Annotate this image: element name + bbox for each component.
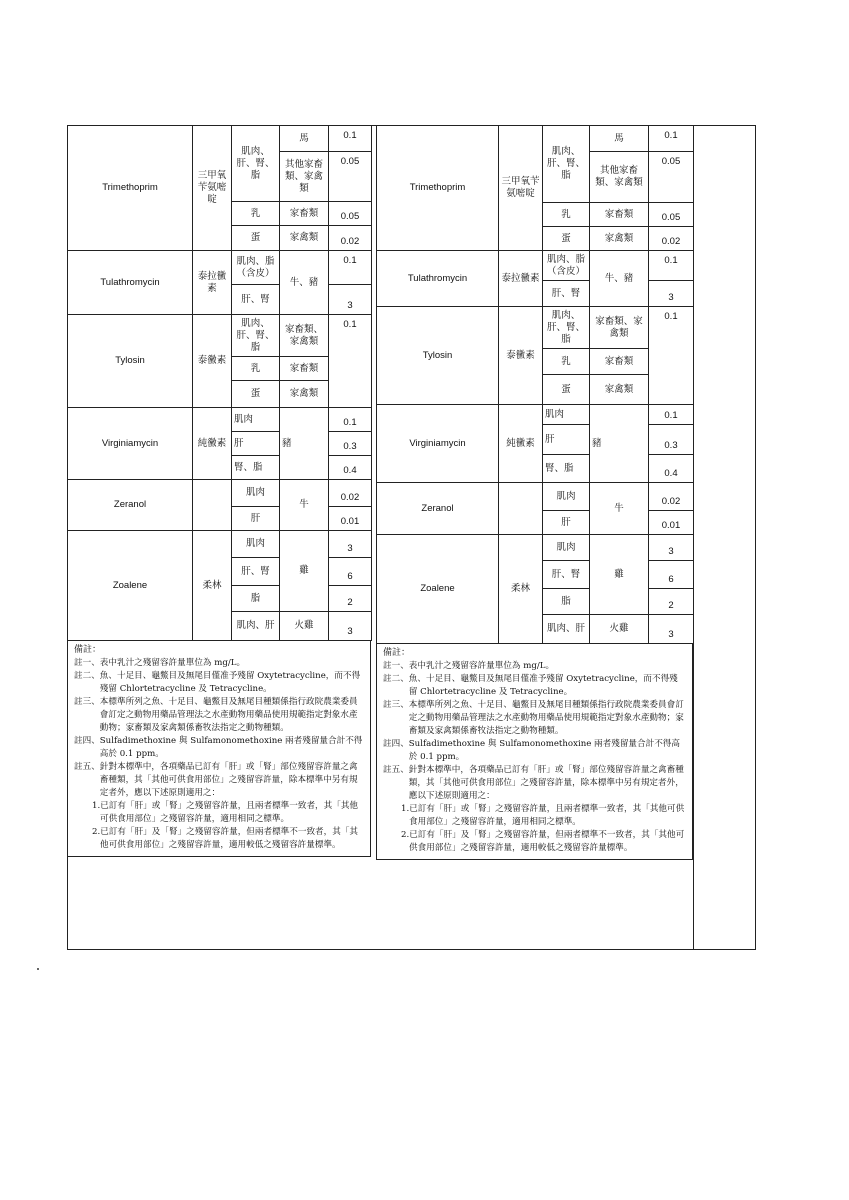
note-label: 註四、 — [383, 739, 409, 749]
tissue-cell: 肌肉、肝 — [232, 612, 280, 641]
drug-name-cn: 純黴素 — [499, 405, 543, 483]
drug-name: Virginiamycin — [377, 405, 499, 483]
tissue-cell: 肝 — [232, 432, 280, 456]
left-panel — [67, 125, 371, 857]
tissue-cell: 肌肉、肝、腎、脂 — [232, 315, 280, 357]
note-text: 針對本標準中，各項藥品已訂有「肝」或「腎」部位殘留容許量之禽畜種類，其「其他可供食用部位」之殘留容許量，除本標準中另有規定者外，應以下述原則適用之： — [408, 765, 684, 801]
species-cell: 家畜類、家禽類 — [280, 315, 329, 357]
tissue-cell: 肌肉 — [543, 405, 590, 425]
note-item — [74, 657, 364, 670]
drug-name: Zoalene — [68, 531, 193, 641]
right-panel — [376, 125, 693, 860]
note-item — [383, 764, 686, 803]
tissue-cell: 肝、腎 — [543, 561, 590, 589]
value-cell: 3 — [649, 535, 694, 561]
notes-section-right — [376, 644, 693, 860]
value-cell: 2 — [329, 586, 372, 612]
note-label: 註二、 — [74, 671, 100, 681]
note-label: 註三、 — [74, 697, 100, 707]
species-cell: 牛、豬 — [280, 251, 329, 315]
species-cell: 馬 — [280, 126, 329, 152]
value-cell: 0.1 — [649, 126, 694, 152]
species-cell: 家畜類 — [590, 203, 649, 227]
species-cell: 豬 — [590, 405, 649, 483]
drug-name: Tylosin — [377, 307, 499, 405]
value-cell: 0.05 — [649, 152, 694, 203]
tissue-cell: 脂 — [232, 586, 280, 612]
note-text: 魚、十足目、龜鱉目及無尾目僅准予殘留 Oxytetracycline，而不得殘留 Chlortetracycline 及 Tetracycline。 — [408, 674, 678, 697]
drug-name: Tulathromycin — [68, 251, 193, 315]
species-cell: 牛 — [590, 483, 649, 535]
tissue-cell: 肝 — [543, 425, 590, 455]
value-cell: 0.02 — [649, 483, 694, 511]
note-label: 註一、 — [383, 661, 409, 671]
note-text: 本標準所列之魚、十足目、龜鱉目及無尾目種類係指行政院農業委員會訂定之動物用藥品管理法之水產動物用藥品使用規範指定對象水產動物；家畜類及家禽類係畜牧法指定之動物種類。 — [408, 700, 684, 736]
note-subitem: 2.已訂有「肝」及「腎」之殘留容許量，但兩者標準不一致者，其「其他可供食用部位」之殘留容許量，適用較低之殘留容許量標準。 — [92, 827, 359, 850]
note-item — [383, 660, 686, 673]
value-cell: 2 — [649, 589, 694, 615]
tissue-cell: 乳 — [232, 202, 280, 226]
drug-name: Zoalene — [377, 535, 499, 644]
residue-table-left — [67, 125, 372, 641]
tissue-cell: 肌肉 — [232, 480, 280, 507]
value-cell: 6 — [329, 558, 372, 586]
tissue-cell: 肌肉、肝、腎、脂 — [543, 126, 590, 203]
tissue-cell: 蛋 — [232, 381, 280, 408]
tissue-cell: 乳 — [232, 357, 280, 381]
note-subitem: 1.已訂有「肝」或「腎」之殘留容許量，且兩者標準一致者，其「其他可供食用部位」之殘留容許量，適用相同之標準。 — [401, 804, 685, 827]
value-cell: 0.05 — [649, 203, 694, 227]
note-text: 針對本標準中，各項藥品已訂有「肝」或「腎」部位殘留容許量之禽畜種類，其「其他可供食用部位」之殘留容許量，除本標準中另有規定者外，應以下述原則適用之： — [99, 762, 358, 798]
tissue-cell: 蛋 — [543, 227, 590, 251]
value-cell: 0.1 — [329, 126, 372, 152]
note-subitem: 2.已訂有「肝」及「腎」之殘留容許量，但兩者標準不一致者，其「其他可供食用部位」之殘留容許量，適用較低之殘留容許量標準。 — [401, 830, 685, 853]
note-text: 表中乳汁之殘留容許量單位為 mg/L。 — [99, 658, 246, 668]
tissue-cell: 脂 — [543, 589, 590, 615]
tissue-cell: 肌肉 — [543, 483, 590, 511]
species-cell: 家禽類 — [590, 375, 649, 405]
tissue-cell: 乳 — [543, 349, 590, 375]
value-cell: 6 — [649, 561, 694, 589]
species-cell: 家畜類、家禽類 — [590, 307, 649, 349]
note-item — [383, 699, 686, 738]
species-cell: 牛、豬 — [590, 251, 649, 307]
species-cell: 家畜類 — [280, 357, 329, 381]
species-cell: 家禽類 — [280, 226, 329, 251]
value-cell: 3 — [329, 612, 372, 641]
species-cell: 火雞 — [280, 612, 329, 641]
note-label: 註五、 — [383, 765, 409, 775]
species-cell: 其他家畜類、家禽類 — [280, 152, 329, 202]
tissue-cell: 乳 — [543, 203, 590, 227]
note-subitem: 1.已訂有「肝」或「腎」之殘留容許量，且兩者標準一致者，其「其他可供食用部位」之殘留容許量，適用相同之標準。 — [92, 801, 359, 824]
drug-name: Zeranol — [377, 483, 499, 535]
note-label: 註一、 — [74, 658, 100, 668]
value-cell: 0.4 — [649, 455, 694, 483]
notes-title: 備註： — [74, 645, 102, 655]
value-cell: 0.1 — [329, 408, 372, 432]
value-cell: 0.3 — [329, 432, 372, 456]
value-cell: 0.3 — [649, 425, 694, 455]
tissue-cell: 肝、腎 — [543, 281, 590, 307]
note-label: 註五、 — [74, 762, 100, 772]
value-cell: 0.1 — [329, 251, 372, 285]
drug-name: Zeranol — [68, 480, 193, 531]
species-cell: 馬 — [590, 126, 649, 152]
note-text: Sulfadimethoxine 與 Sulfamonomethoxine 兩者殘留量合計不得高於 0.1 ppm。 — [408, 739, 680, 762]
tissue-cell: 肌肉、脂（含皮） — [543, 251, 590, 281]
tissue-cell: 肌肉、脂（含皮） — [232, 251, 280, 285]
drug-name-cn: 泰拉黴素 — [193, 251, 232, 315]
species-cell: 家禽類 — [280, 381, 329, 408]
note-item — [74, 670, 364, 696]
notes-section-left — [67, 641, 371, 857]
species-cell: 家禽類 — [590, 227, 649, 251]
value-cell: 3 — [329, 285, 372, 315]
residue-table-right — [376, 125, 694, 644]
species-cell: 其他家畜類、家禽類 — [590, 152, 649, 203]
value-cell: 0.02 — [329, 480, 372, 507]
drug-name-cn — [499, 483, 543, 535]
value-cell: 3 — [649, 615, 694, 644]
value-cell: 0.4 — [329, 456, 372, 480]
value-cell: 0.01 — [329, 507, 372, 531]
note-label: 註二、 — [383, 674, 409, 684]
species-cell: 牛 — [280, 480, 329, 531]
value-cell: 0.05 — [329, 202, 372, 226]
notes-title: 備註： — [383, 648, 411, 658]
drug-name-cn — [193, 480, 232, 531]
value-cell: 0.1 — [649, 307, 694, 405]
species-cell: 豬 — [280, 408, 329, 480]
drug-name-cn: 柔林 — [193, 531, 232, 641]
tissue-cell: 蛋 — [543, 375, 590, 405]
drug-name-cn: 三甲氧苄氨嘧啶 — [499, 126, 543, 251]
tissue-cell: 蛋 — [232, 226, 280, 251]
tissue-cell: 肌肉 — [232, 531, 280, 558]
note-text: 本標準所列之魚、十足目、龜鱉目及無尾目種類係指行政院農業委員會訂定之動物用藥品管理法之水產動物用藥品使用規範指定對象水產動物；家畜類及家禽類係畜牧法指定之動物種類。 — [99, 697, 358, 733]
species-cell: 火雞 — [590, 615, 649, 644]
value-cell: 0.05 — [329, 152, 372, 202]
species-cell: 家畜類 — [280, 202, 329, 226]
drug-name: Trimethoprim — [68, 126, 193, 251]
tissue-cell: 腎、脂 — [543, 455, 590, 483]
drug-name-cn: 泰拉黴素 — [499, 251, 543, 307]
tissue-cell: 肝、腎 — [232, 558, 280, 586]
tissue-cell: 肝 — [232, 507, 280, 531]
tissue-cell: 肌肉、肝 — [543, 615, 590, 644]
note-text: Sulfadimethoxine 與 Sulfamonomethoxine 兩者殘留量合計不得高於 0.1 ppm。 — [99, 736, 363, 759]
drug-name-cn: 泰黴素 — [499, 307, 543, 405]
species-cell: 家畜類 — [590, 349, 649, 375]
value-cell: 3 — [649, 281, 694, 307]
note-label: 註三、 — [383, 700, 409, 710]
tissue-cell: 腎、脂 — [232, 456, 280, 480]
value-cell: 0.02 — [329, 226, 372, 251]
value-cell: 0.1 — [649, 405, 694, 425]
note-label: 註四、 — [74, 736, 100, 746]
drug-name: Virginiamycin — [68, 408, 193, 480]
note-text: 魚、十足目、龜鱉目及無尾目僅准予殘留 Oxytetracycline，而不得殘留 Chlortetracycline 及 Tetracycline。 — [99, 671, 361, 694]
note-item — [74, 735, 364, 761]
note-text: 表中乳汁之殘留容許量單位為 mg/L。 — [408, 661, 555, 671]
tissue-cell: 肌肉 — [232, 408, 280, 432]
tissue-cell: 肌肉、肝、腎、脂 — [543, 307, 590, 349]
species-cell: 雞 — [590, 535, 649, 615]
value-cell: 3 — [329, 531, 372, 558]
drug-name-cn: 柔林 — [499, 535, 543, 644]
note-item — [74, 696, 364, 735]
value-cell: 0.01 — [649, 511, 694, 535]
tissue-cell: 肝、腎 — [232, 285, 280, 315]
scan-speck — [37, 968, 39, 970]
tissue-cell: 肝 — [543, 511, 590, 535]
species-cell: 雞 — [280, 531, 329, 612]
note-item — [74, 761, 364, 800]
drug-name: Trimethoprim — [377, 126, 499, 251]
value-cell: 0.1 — [649, 251, 694, 281]
note-item — [383, 738, 686, 764]
drug-name-cn: 泰黴素 — [193, 315, 232, 408]
drug-name: Tulathromycin — [377, 251, 499, 307]
note-item — [383, 673, 686, 699]
value-cell: 0.1 — [329, 315, 372, 408]
drug-name: Tylosin — [68, 315, 193, 408]
tissue-cell: 肌肉 — [543, 535, 590, 561]
value-cell: 0.02 — [649, 227, 694, 251]
drug-name-cn: 三甲氧苄氨嘧啶 — [193, 126, 232, 251]
drug-name-cn: 純黴素 — [193, 408, 232, 480]
tissue-cell: 肌肉、肝、腎、脂 — [232, 126, 280, 202]
